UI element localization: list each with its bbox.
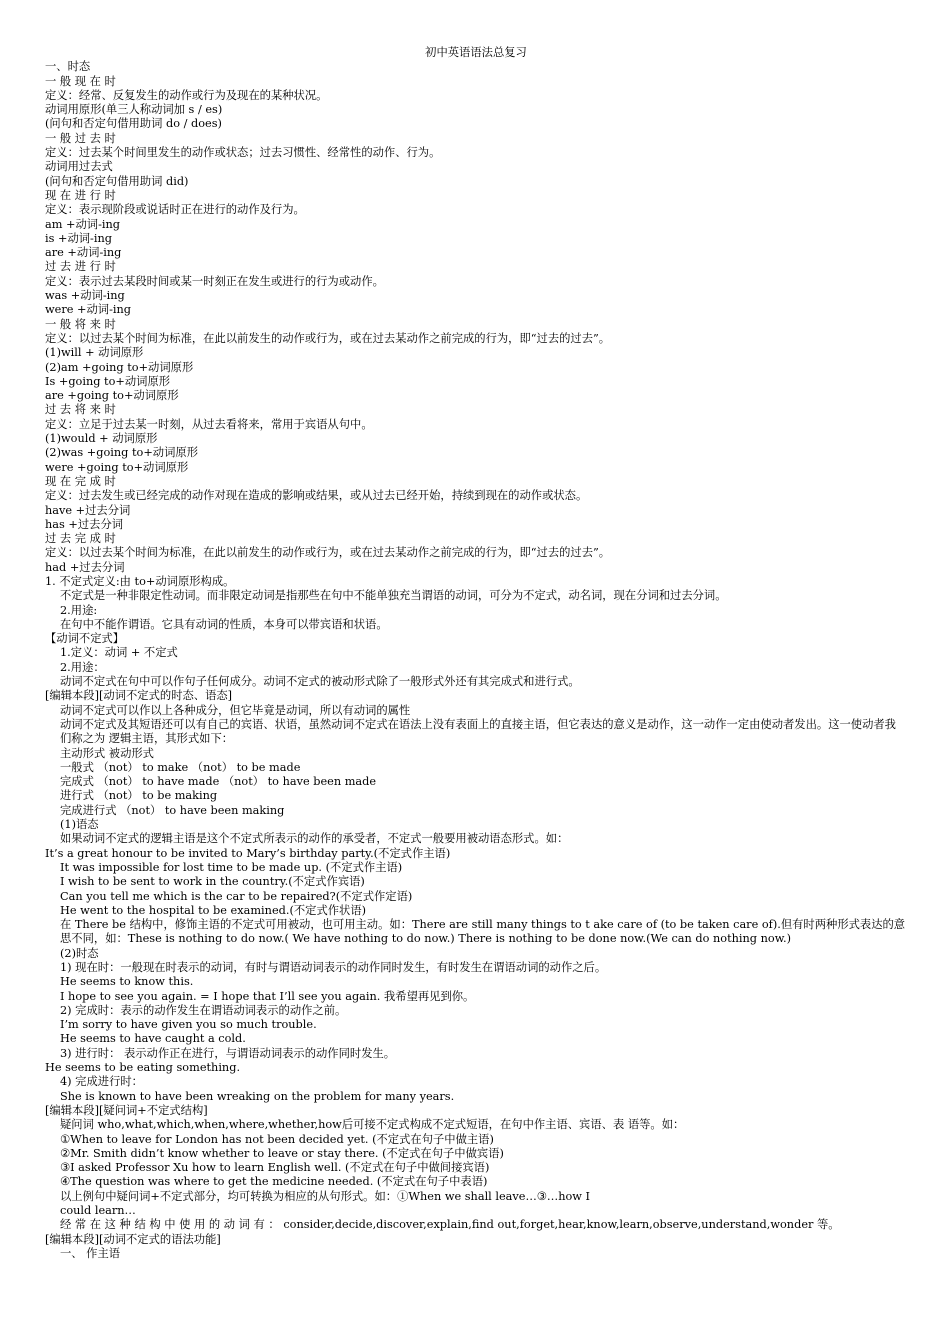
text-line: 一 般 现 在 时 xyxy=(45,74,116,88)
text-line: 一、 作主语 xyxy=(60,1246,121,1260)
text-line: are +动词-ing xyxy=(45,246,122,260)
text-line: 现 在 完 成 时 xyxy=(45,474,116,488)
text-line: He seems to have caught a cold. xyxy=(60,1032,246,1046)
text-line: 一般式 （not） to make （not） to be made xyxy=(60,760,301,774)
text-line: 1. 不定式定义:由 to+动词原形构成。 xyxy=(45,574,235,588)
text-line: 疑问词 who,what,which,when,where,whether,how后可接不定式构成不定式短语，在句中作主语、宾语、表 语等。如： xyxy=(60,1118,685,1132)
text-line: 4) 完成进行时： xyxy=(60,1075,143,1089)
text-line: 一 般 过 去 时 xyxy=(45,131,116,145)
text-line: 一、时态 xyxy=(45,60,91,74)
text-line: 2.用途： xyxy=(60,660,105,674)
text-line: (1)语态 xyxy=(60,818,99,832)
text-line: 经 常 在 这 种 结 构 中 使 用 的 动 词 有 ： consider,decide,discover,explain,find out,forget,hear,know,learn,observe,understand,wonder 等。 xyxy=(60,1218,840,1232)
text-line: 2.用途: xyxy=(60,603,98,617)
text-line: Can you tell me which is the car to be repaired?(不定式作定语) xyxy=(60,889,413,903)
text-line: 以上例句中疑问词+不定式部分，均可转换为相应的从句形式。如：①When we shall leave…③…how I xyxy=(60,1189,591,1203)
text-line: 过 去 进 行 时 xyxy=(45,260,116,274)
text-line: 2) 完成时：表示的动作发生在谓语动词表示的动作之前。 xyxy=(60,1003,347,1017)
text-line: 动词不定式及其短语还可以有自己的宾语、状语，虽然动词不定式在语法上没有表面上的直接主语，但它表达的意义是动作，这一动作一定由使动者发出。这一使动者我们称之为 逻辑主语，其形式如下： xyxy=(60,717,896,746)
text-line: 动词用过去式 xyxy=(45,160,113,174)
text-line: 动词用原形(单三人称动词加 s / es) xyxy=(45,103,223,117)
text-line: [编辑本段][动词不定式的语法功能] xyxy=(45,1232,221,1246)
text-line: is +动词-ing xyxy=(45,231,112,245)
text-line: 1) 现在时：一般现在时表示的动词，有时与谓语动词表示的动作同时发生，有时发生在谓语动词的动作之后。 xyxy=(60,961,607,974)
text-line: I hope to see you again. = I hope that I’ll see you again. 我希望再见到你。 xyxy=(60,989,475,1003)
text-line: ①When to leave for London has not been decided yet. (不定式在句子中做主语) xyxy=(60,1132,494,1146)
text-line: [编辑本段][疑问词+不定式结构] xyxy=(45,1103,208,1117)
text-line: 3) 进行时： 表示动作正在进行，与谓语动词表示的动作同时发生。 xyxy=(60,1046,396,1060)
text-line: 现 在 进 行 时 xyxy=(45,188,116,202)
text-line: 如果动词不定式的逻辑主语是这个不定式所表示的动作的承受者，不定式一般要用被动语态形式。如： xyxy=(60,832,569,846)
text-line: (2)am +going to+动词原形 xyxy=(45,360,194,374)
text-line: 定义：立足于过去某一时刻，从过去看将来，常用于宾语从句中。 xyxy=(45,417,373,431)
text-line: 定义：过去发生或已经完成的动作对现在造成的影响或结果，或从过去已经开始，持续到现在的动作或状态。 xyxy=(45,489,588,503)
text-line: were +going to+动词原形 xyxy=(45,460,189,474)
text-line: I’m sorry to have given you so much trouble. xyxy=(60,1018,317,1032)
text-line: 一 般 将 来 时 xyxy=(45,317,116,331)
text-line: [编辑本段][动词不定式的时态、语态] xyxy=(45,689,233,703)
text-line: had +过去分词 xyxy=(45,560,125,574)
document-body xyxy=(45,60,907,1261)
text-line: 定义：表示现阶段或说话时正在进行的动作及行为。 xyxy=(45,203,305,217)
text-line: (问句和否定句借用助词 did) xyxy=(45,174,189,188)
text-line: ②Mr. Smith didn’t know whether to leave or stay there. (不定式在句子中做宾语) xyxy=(60,1146,504,1160)
text-line: 不定式是一种非限定性动词。而非限定动词是指那些在句中不能单独充当谓语的动词，可分为不定式，动名词，现在分词和过去分词。 xyxy=(60,589,727,603)
text-line: am +动词-ing xyxy=(45,217,121,231)
text-line: 动词不定式可以作以上各种成分，但它毕竟是动词，所以有动词的属性 xyxy=(60,703,411,717)
text-line: He seems to be eating something. xyxy=(45,1061,241,1075)
text-line: 定义：经常、反复发生的动作或行为及现在的某种状况。 xyxy=(45,88,328,102)
text-line: 【动词不定式】 xyxy=(45,632,125,646)
text-line: was +动词-ing xyxy=(45,289,125,303)
text-line: 完成进行式 （not） to have been making xyxy=(60,803,285,817)
text-line: (问句和否定句借用助词 do / does) xyxy=(45,117,222,131)
text-line: He went to the hospital to be examined.(不定式作状语) xyxy=(60,903,367,917)
text-line: He seems to know this. xyxy=(60,975,194,989)
text-line: 定义：表示过去某段时间或某一时刻正在发生或进行的行为或动作。 xyxy=(45,274,384,288)
text-line: She is known to have been wreaking on the problem for many years. xyxy=(60,1089,455,1103)
text-line: 在句中不能作谓语。它具有动词的性质，本身可以带宾语和状语。 xyxy=(60,617,388,631)
text-line: ③I asked Professor Xu how to learn English well. (不定式在句子中做间接宾语) xyxy=(60,1161,490,1175)
text-line: I wish to be sent to work in the country.(不定式作宾语) xyxy=(60,875,365,889)
text-line: (1)would + 动词原形 xyxy=(45,432,158,446)
text-line: 动词不定式在句中可以作句子任何成分。动词不定式的被动形式除了一般形式外还有其完成式和进行式。 xyxy=(60,675,580,689)
text-line: are +going to+动词原形 xyxy=(45,389,179,403)
text-line: have +过去分词 xyxy=(45,503,131,517)
text-line: could learn… xyxy=(60,1204,136,1218)
document-title: 初中英语语法总复习 xyxy=(425,46,527,59)
text-line: were +动词-ing xyxy=(45,303,132,317)
text-line: 1.定义：动词 + 不定式 xyxy=(60,646,178,660)
text-line: has +过去分词 xyxy=(45,517,124,531)
text-line: 进行式 （not） to be making xyxy=(60,789,218,803)
text-line: Is +going to+动词原形 xyxy=(45,374,171,388)
text-line: 过 去 将 来 时 xyxy=(45,403,116,417)
document-page xyxy=(45,46,907,1261)
text-line: 完成式 （not） to have made （not） to have been made xyxy=(60,775,377,789)
text-line: ④The question was where to get the medicine needed. (不定式在句子中表语) xyxy=(60,1175,488,1189)
text-line: It’s a great honour to be invited to Mary’s birthday party.(不定式作主语) xyxy=(45,846,451,860)
text-line: 定义：以过去某个时间为标准，在此以前发生的动作或行为，或在过去某动作之前完成的行为，即“过去的过去”。 xyxy=(45,331,611,345)
text-line: (1)will + 动词原形 xyxy=(45,346,144,360)
text-line: (2)时态 xyxy=(60,946,99,960)
text-line: 定义：以过去某个时间为标准，在此以前发生的动作或行为，或在过去某动作之前完成的行为，即“过去的过去”。 xyxy=(45,546,611,560)
text-line: 过 去 完 成 时 xyxy=(45,532,116,546)
text-line: 在 There be 结构中，修饰主语的不定式可用被动，也可用主动。如：There are still many things to t ake care of (to be taken care of).但有时两种形式表达的意思不同，如：These is nothing to do now.( We have nothing to do now.) There is nothing to be done now.(We can do nothing now.) xyxy=(60,918,906,946)
text-line: 主动形式 被动形式 xyxy=(60,746,154,760)
text-line: (2)was +going to+动词原形 xyxy=(45,446,198,460)
text-line: It was impossible for lost time to be made up. (不定式作主语) xyxy=(60,860,403,874)
text-line: 定义：过去某个时间里发生的动作或状态；过去习惯性、经常性的动作、行为。 xyxy=(45,146,441,160)
